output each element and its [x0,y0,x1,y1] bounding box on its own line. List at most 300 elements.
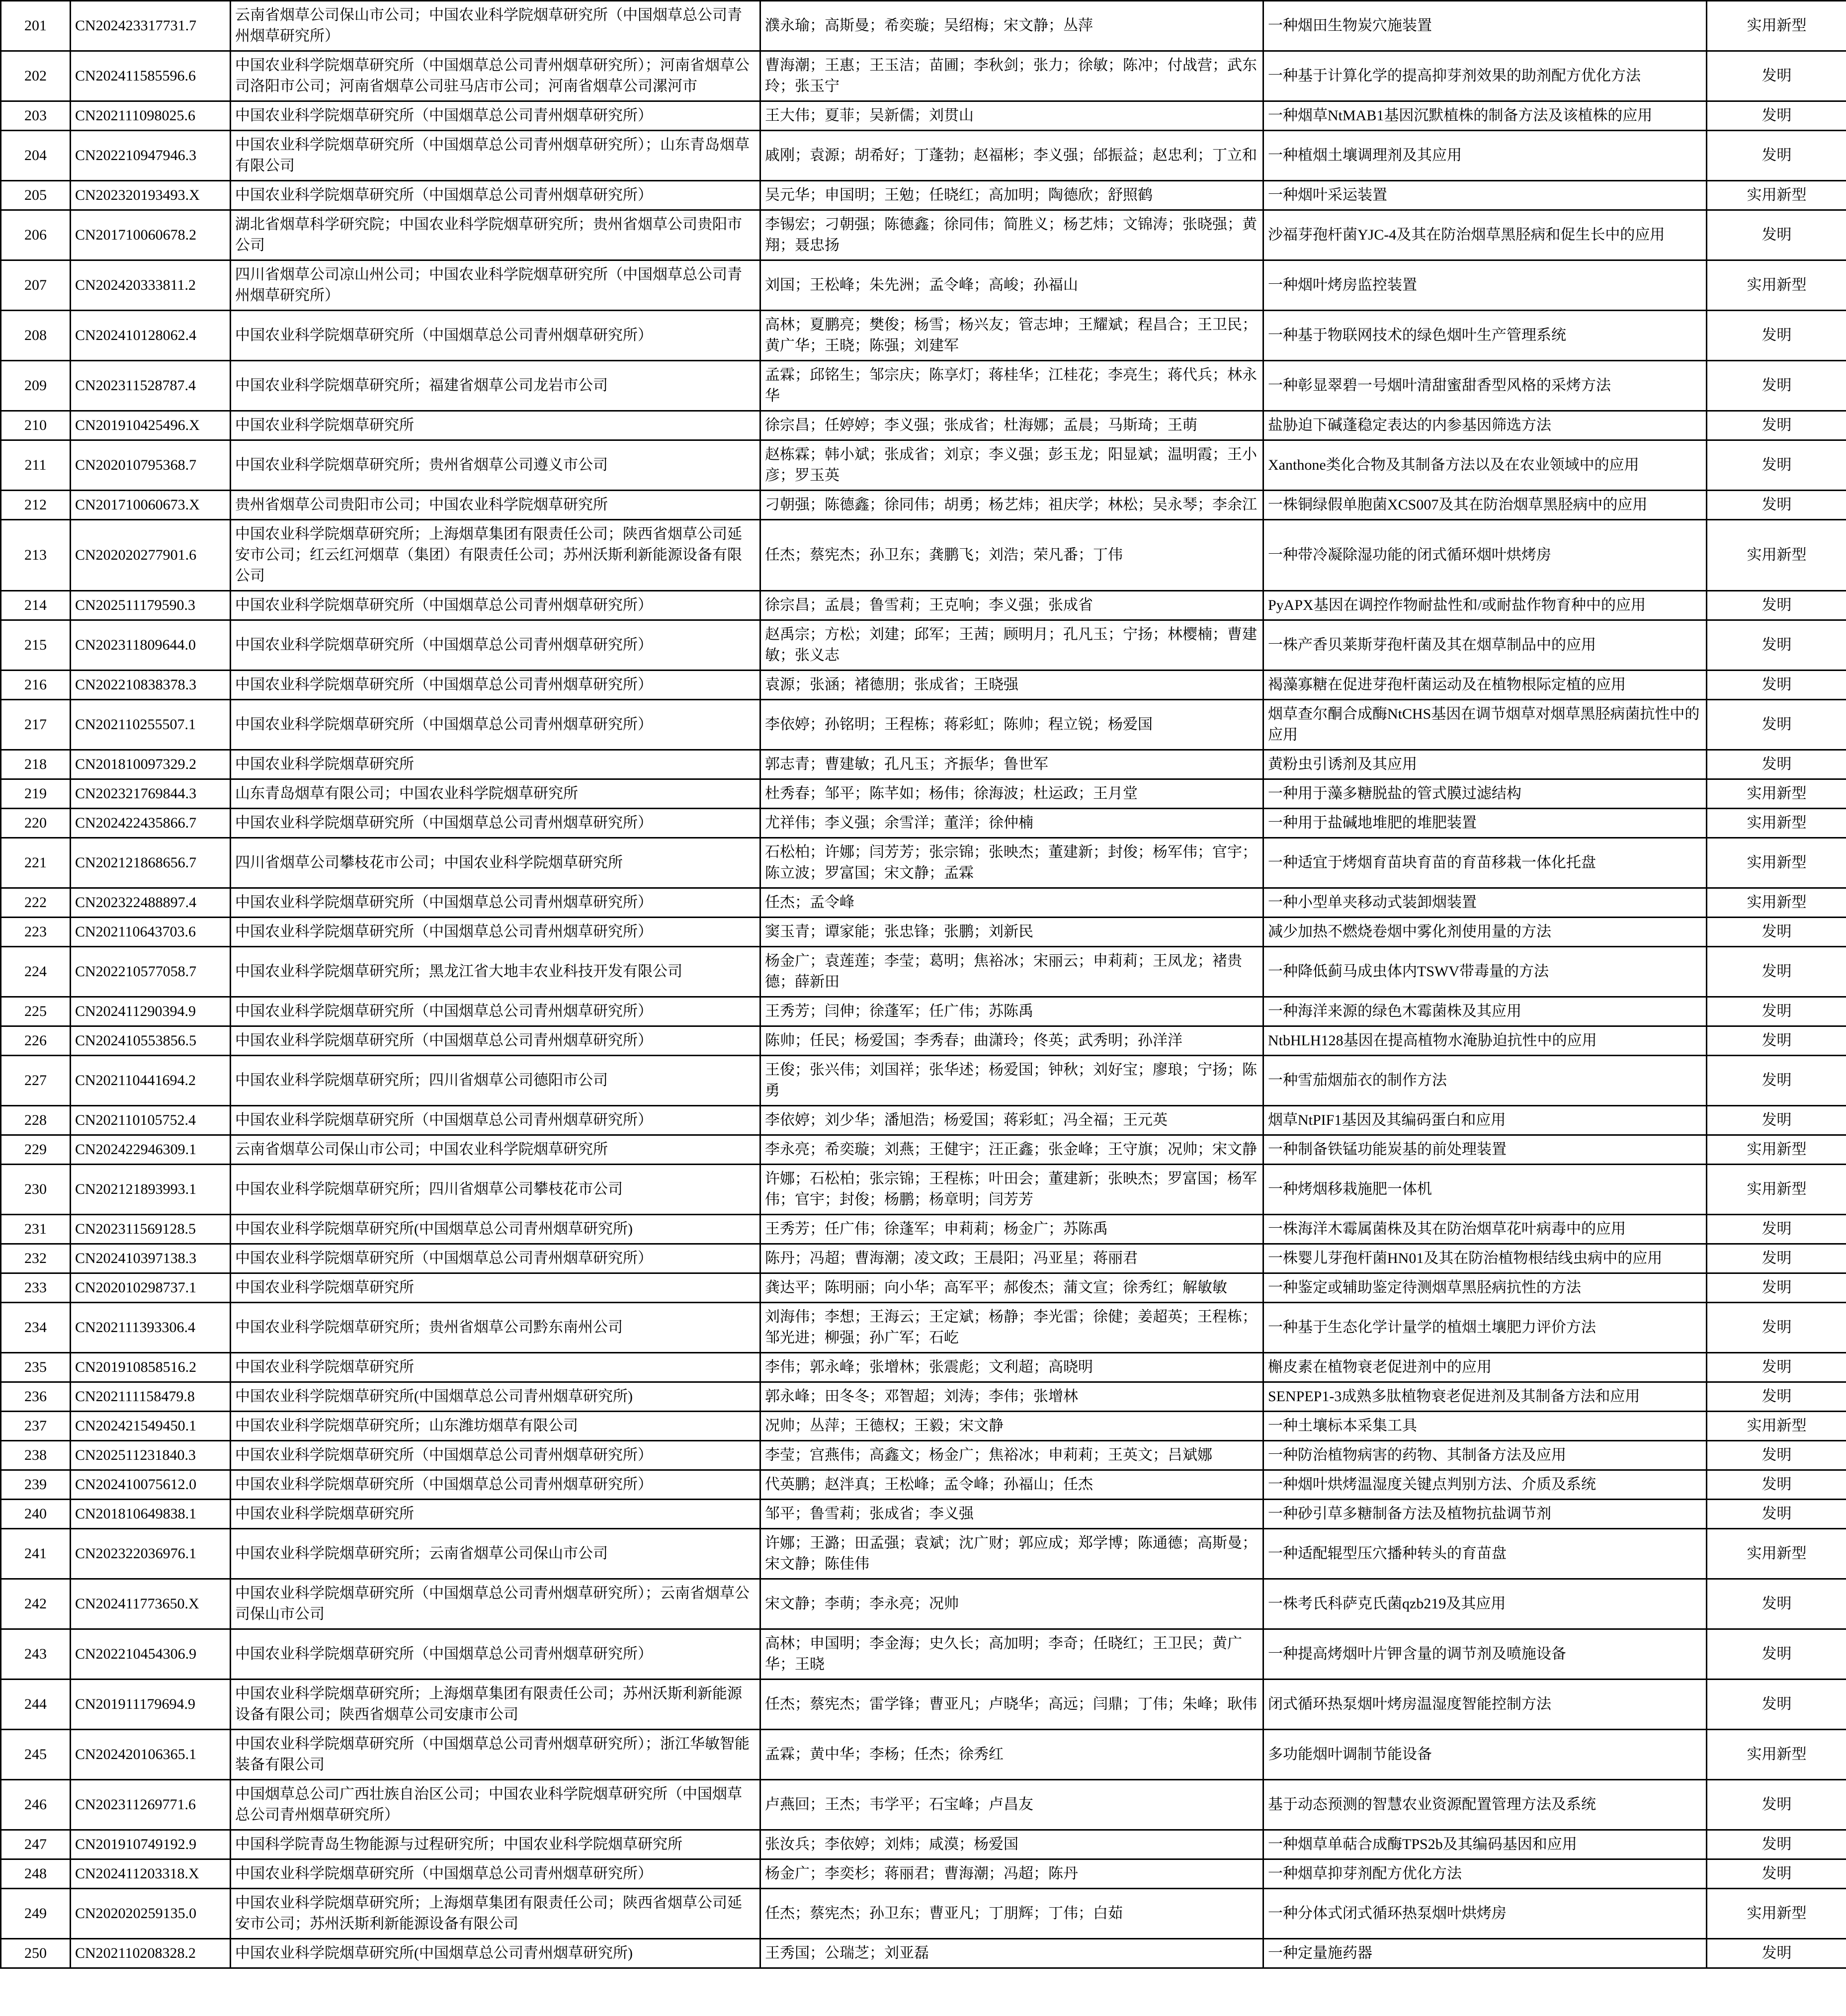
row-number-cell: 238 [1,1441,71,1470]
patent-type-cell: 发明 [1707,1629,1846,1680]
patent-title-cell: 一种用于盐碱地堆肥的堆肥装置 [1263,809,1707,838]
applicants-cell: 云南省烟草公司保山市公司；中国农业科学院烟草研究所 [231,1135,760,1165]
table-row [1,620,1846,671]
row-number-cell: 248 [1,1859,71,1889]
patent-number-cell: CN202210838378.3 [71,671,231,700]
inventors-cell: 况帅；丛萍；王德权；王毅；宋文静 [760,1412,1263,1441]
patent-number-cell: CN202420333811.2 [71,260,231,311]
patent-type-cell: 发明 [1707,361,1846,411]
patent-type-cell: 发明 [1707,491,1846,520]
patent-number-cell: CN202311809644.0 [71,620,231,671]
inventors-cell: 高林；夏鹏亮；樊俊；杨雪；杨兴友；管志坤；王耀斌；程昌合；王卫民；黄广华；王晓；陈强；刘建军 [760,311,1263,361]
row-number-cell: 207 [1,260,71,311]
applicants-cell: 中国农业科学院烟草研究所（中国烟草总公司青州烟草研究所） [231,918,760,947]
patent-title-cell: 一种彰显翠碧一号烟叶清甜蜜甜香型风格的采烤方法 [1263,361,1707,411]
patent-number-cell: CN201911179694.9 [71,1680,231,1730]
table-row [1,51,1846,101]
patent-type-cell: 发明 [1707,918,1846,947]
patent-title-cell: 烟草查尔酮合成酶NtCHS基因在调节烟草对烟草黑胫病菌抗性中的应用 [1263,700,1707,750]
patent-title-cell: 一种烟叶采运装置 [1263,181,1707,210]
table-row [1,809,1846,838]
patent-title-cell: 一种防治植物病害的药物、其制备方法及应用 [1263,1441,1707,1470]
patent-number-cell: CN202111098025.6 [71,101,231,131]
table-row [1,779,1846,809]
applicants-cell: 中国农业科学院烟草研究所（中国烟草总公司青州烟草研究所） [231,888,760,918]
applicants-cell: 贵州省烟草公司贵阳市公司；中国农业科学院烟草研究所 [231,491,760,520]
applicants-cell: 中国农业科学院烟草研究所（中国烟草总公司青州烟草研究所） [231,1470,760,1500]
patent-title-cell: 一种植烟土壤调理剂及其应用 [1263,131,1707,181]
patent-type-cell: 发明 [1707,1579,1846,1629]
inventors-cell: 曹海潮；王惠；王玉洁；苗圃；李秋剑；张力；徐敏；陈冲；付战营；武东玲；张玉宁 [760,51,1263,101]
patent-title-cell: 一种烟叶烘烤温湿度关键点判别方法、介质及系统 [1263,1470,1707,1500]
inventors-cell: 李永亮；希奕璇；刘燕；王健宇；汪正鑫；张金峰；王守旗；况帅；宋文静 [760,1135,1263,1165]
inventors-cell: 龚达平；陈明丽；向小华；高军平；郝俊杰；蒲文宣；徐秀红；解敏敏 [760,1273,1263,1303]
patent-type-cell: 发明 [1707,1026,1846,1056]
row-number-cell: 204 [1,131,71,181]
applicants-cell: 中国农业科学院烟草研究所（中国烟草总公司青州烟草研究所） [231,1859,760,1889]
applicants-cell: 中国农业科学院烟草研究所（中国烟草总公司青州烟草研究所） [231,1244,760,1273]
patent-title-cell: 一种提高烤烟叶片钾含量的调节剂及喷施设备 [1263,1629,1707,1680]
patent-title-cell: 一株产香贝莱斯芽孢杆菌及其在烟草制品中的应用 [1263,620,1707,671]
patent-title-cell: Xanthone类化合物及其制备方法以及在农业领域中的应用 [1263,440,1707,491]
patent-type-cell: 实用新型 [1707,1730,1846,1780]
applicants-cell: 中国农业科学院烟草研究所；山东潍坊烟草有限公司 [231,1412,760,1441]
applicants-cell: 中国农业科学院烟草研究所（中国烟草总公司青州烟草研究所） [231,1026,760,1056]
table-row [1,1859,1846,1889]
patent-title-cell: 一种烟田生物炭穴施装置 [1263,1,1707,51]
patent-number-cell: CN202110255507.1 [71,700,231,750]
inventors-cell: 袁源；张涵；褚德朋；张成省；王晓强 [760,671,1263,700]
patent-number-cell: CN202210947946.3 [71,131,231,181]
patent-number-cell: CN202411585596.6 [71,51,231,101]
patent-title-cell: 槲皮素在植物衰老促进剂中的应用 [1263,1353,1707,1382]
applicants-cell: 中国农业科学院烟草研究所；云南省烟草公司保山市公司 [231,1529,760,1579]
patent-title-cell: 一种雪茄烟茄衣的制作方法 [1263,1056,1707,1106]
patent-title-cell: 一种用于藻多糖脱盐的管式膜过滤结构 [1263,779,1707,809]
patent-type-cell: 发明 [1707,1500,1846,1529]
patent-title-cell: 一种烟草NtMAB1基因沉默植株的制备方法及该植株的应用 [1263,101,1707,131]
patent-number-cell: CN202110441694.2 [71,1056,231,1106]
applicants-cell: 中国农业科学院烟草研究所；贵州省烟草公司黔东南州公司 [231,1303,760,1353]
applicants-cell: 四川省烟草公司攀枝花市公司；中国农业科学院烟草研究所 [231,838,760,888]
row-number-cell: 206 [1,210,71,260]
inventors-cell: 李锡宏；刁朝强；陈德鑫；徐同伟；简胜义；杨艺炜；文锦涛；张晓强；黄翔；聂忠扬 [760,210,1263,260]
patent-title-cell: 一种小型单夹移动式装卸烟装置 [1263,888,1707,918]
patent-number-cell: CN201810097329.2 [71,750,231,779]
patent-title-cell: 烟草NtPIF1基因及其编码蛋白和应用 [1263,1106,1707,1135]
patent-number-cell: CN202010795368.7 [71,440,231,491]
patent-number-cell: CN202422435866.7 [71,809,231,838]
inventors-cell: 赵栋霖；韩小斌；张成省；刘京；李义强；彭玉龙；阳显斌；温明霞；王小彦；罗玉英 [760,440,1263,491]
table-row [1,1579,1846,1629]
table-row [1,1441,1846,1470]
inventors-cell: 徐宗昌；任婷婷；李义强；张成省；杜海娜；孟晨；马斯琦；王萌 [760,411,1263,440]
inventors-cell: 陈帅；任民；杨爱国；李秀春；曲潇玲；佟英；武秀明；孙洋洋 [760,1026,1263,1056]
patent-type-cell: 发明 [1707,591,1846,620]
patent-type-cell: 实用新型 [1707,1135,1846,1165]
patent-number-cell: CN202322036976.1 [71,1529,231,1579]
patent-number-cell: CN202422946309.1 [71,1135,231,1165]
inventors-cell: 王秀芳；任广伟；徐蓬军；申莉莉；杨金广；苏陈禹 [760,1215,1263,1244]
row-number-cell: 210 [1,411,71,440]
patent-number-cell: CN202511231840.3 [71,1441,231,1470]
row-number-cell: 203 [1,101,71,131]
row-number-cell: 242 [1,1579,71,1629]
patent-number-cell: CN202121893993.1 [71,1165,231,1215]
patent-title-cell: 黄粉虫引诱剂及其应用 [1263,750,1707,779]
patent-title-cell: 一种烤烟移栽施肥一体机 [1263,1165,1707,1215]
patent-number-cell: CN202121868656.7 [71,838,231,888]
table-row [1,210,1846,260]
patent-type-cell: 发明 [1707,700,1846,750]
patent-type-cell: 发明 [1707,1382,1846,1412]
patent-title-cell: 一株婴儿芽孢杆菌HN01及其在防治植物根结线虫病中的应用 [1263,1244,1707,1273]
patent-number-cell: CN201910858516.2 [71,1353,231,1382]
patent-title-cell: 一种制备铁锰功能炭基的前处理装置 [1263,1135,1707,1165]
inventors-cell: 杜秀春；邹平；陈芊如；杨伟；徐海波；杜运政；王月堂 [760,779,1263,809]
inventors-cell: 郭永峰；田冬冬；邓智超；刘涛；李伟；张增林 [760,1382,1263,1412]
inventors-cell: 任杰；蔡宪杰；雷学锋；曹亚凡；卢晓华；高远；闫鼎；丁伟；朱峰；耿伟 [760,1680,1263,1730]
patent-type-cell: 发明 [1707,210,1846,260]
row-number-cell: 214 [1,591,71,620]
patent-number-cell: CN202511179590.3 [71,591,231,620]
row-number-cell: 240 [1,1500,71,1529]
inventors-cell: 王秀国；公瑞芝；刘亚磊 [760,1939,1263,1968]
row-number-cell: 212 [1,491,71,520]
applicants-cell: 湖北省烟草科学研究院；中国农业科学院烟草研究所；贵州省烟草公司贵阳市公司 [231,210,760,260]
patent-number-cell: CN201710060673.X [71,491,231,520]
table-row [1,888,1846,918]
inventors-cell: 尤祥伟；李义强；余雪洋；董洋；徐仲楠 [760,809,1263,838]
patent-type-cell: 发明 [1707,311,1846,361]
patent-type-cell: 实用新型 [1707,888,1846,918]
patent-number-cell: CN202410075612.0 [71,1470,231,1500]
patent-type-cell: 发明 [1707,1106,1846,1135]
table-row [1,1412,1846,1441]
row-number-cell: 250 [1,1939,71,1968]
inventors-cell: 许娜；王潞；田孟强；袁斌；沈广财；郭应成；郑学博；陈通德；高斯曼；宋文静；陈佳伟 [760,1529,1263,1579]
row-number-cell: 234 [1,1303,71,1353]
table-row [1,1680,1846,1730]
row-number-cell: 231 [1,1215,71,1244]
patent-type-cell: 发明 [1707,1780,1846,1830]
applicants-cell: 中国农业科学院烟草研究所；贵州省烟草公司遵义市公司 [231,440,760,491]
row-number-cell: 245 [1,1730,71,1780]
table-row [1,1273,1846,1303]
patent-type-cell: 发明 [1707,1470,1846,1500]
patent-title-cell: 一种基于计算化学的提高抑芽剂效果的助剂配方优化方法 [1263,51,1707,101]
patent-number-cell: CN202111158479.8 [71,1382,231,1412]
patent-type-cell: 发明 [1707,131,1846,181]
table-row [1,1,1846,51]
applicants-cell: 中国农业科学院烟草研究所（中国烟草总公司青州烟草研究所） [231,620,760,671]
patent-number-cell: CN202110208328.2 [71,1939,231,1968]
patent-title-cell: 一种基于物联网技术的绿色烟叶生产管理系统 [1263,311,1707,361]
table-row [1,1780,1846,1830]
row-number-cell: 244 [1,1680,71,1730]
applicants-cell: 中国农业科学院烟草研究所（中国烟草总公司青州烟草研究所） [231,1629,760,1680]
table-row [1,440,1846,491]
table-row [1,997,1846,1026]
row-number-cell: 235 [1,1353,71,1382]
patent-number-cell: CN202410553856.5 [71,1026,231,1056]
table-row [1,361,1846,411]
row-number-cell: 236 [1,1382,71,1412]
table-row [1,1135,1846,1165]
patent-type-cell: 实用新型 [1707,520,1846,591]
inventors-cell: 戚刚；袁源；胡希好；丁蓬勃；赵福彬；李义强；邰振益；赵忠利；丁立和 [760,131,1263,181]
patent-type-cell: 实用新型 [1707,260,1846,311]
patent-number-cell: CN202410128062.4 [71,311,231,361]
patent-title-cell: 闭式循环热泵烟叶烤房温湿度智能控制方法 [1263,1680,1707,1730]
patent-title-cell: 一种土壤标本采集工具 [1263,1412,1707,1441]
patent-number-cell: CN201810649838.1 [71,1500,231,1529]
inventors-cell: 卢燕回；王杰；韦学平；石宝峰；卢昌友 [760,1780,1263,1830]
applicants-cell: 云南省烟草公司保山市公司；中国农业科学院烟草研究所（中国烟草总公司青州烟草研究所） [231,1,760,51]
inventors-cell: 李伟；郭永峰；张增林；张震彪；文利超；高晓明 [760,1353,1263,1382]
row-number-cell: 202 [1,51,71,101]
patent-type-cell: 发明 [1707,440,1846,491]
table-row [1,1470,1846,1500]
row-number-cell: 223 [1,918,71,947]
table-row [1,1939,1846,1968]
patent-number-cell: CN202311528787.4 [71,361,231,411]
inventors-cell: 刁朝强；陈德鑫；徐同伟；胡勇；杨艺炜；祖庆学；林松；吴永琴；李余江 [760,491,1263,520]
inventors-cell: 吴元华；申国明；王勉；任晓红；高加明；陶德欣；舒照鹤 [760,181,1263,210]
patent-number-cell: CN202110643703.6 [71,918,231,947]
inventors-cell: 李依婷；孙铭明；王程栋；蒋彩虹；陈帅；程立锐；杨爱国 [760,700,1263,750]
applicants-cell: 中国农业科学院烟草研究所（中国烟草总公司青州烟草研究所） [231,809,760,838]
inventors-cell: 赵禹宗；方松；刘建；邱军；王茜；顾明月；孔凡玉；宁扬；林樱楠；曹建敏；张义志 [760,620,1263,671]
row-number-cell: 209 [1,361,71,411]
patent-title-cell: 一株铜绿假单胞菌XCS007及其在防治烟草黑胫病中的应用 [1263,491,1707,520]
patent-type-cell: 实用新型 [1707,1412,1846,1441]
table-row [1,1215,1846,1244]
table-row [1,1500,1846,1529]
row-number-cell: 228 [1,1106,71,1135]
inventors-cell: 孟霖；邱铭生；邹宗庆；陈享灯；蒋桂华；江桂花；李亮生；蒋代兵；林永华 [760,361,1263,411]
row-number-cell: 226 [1,1026,71,1056]
patent-type-cell: 发明 [1707,1441,1846,1470]
patent-title-cell: 盐胁迫下碱蓬稳定表达的内参基因筛选方法 [1263,411,1707,440]
applicants-cell: 中国农业科学院烟草研究所（中国烟草总公司青州烟草研究所）；山东青岛烟草有限公司 [231,131,760,181]
patent-title-cell: 一株海洋木霉属菌株及其在防治烟草花叶病毒中的应用 [1263,1215,1707,1244]
applicants-cell: 中国农业科学院烟草研究所(中国烟草总公司青州烟草研究所) [231,1939,760,1968]
inventors-cell: 徐宗昌；孟晨；鲁雪莉；王克响；李义强；张成省 [760,591,1263,620]
patent-type-cell: 实用新型 [1707,838,1846,888]
patent-number-cell: CN202320193493.X [71,181,231,210]
row-number-cell: 230 [1,1165,71,1215]
row-number-cell: 222 [1,888,71,918]
table-row [1,750,1846,779]
patent-type-cell: 发明 [1707,1056,1846,1106]
applicants-cell: 中国农业科学院烟草研究所（中国烟草总公司青州烟草研究所） [231,997,760,1026]
patent-title-cell: 一株考氏科萨克氏菌qzb219及其应用 [1263,1579,1707,1629]
patent-type-cell: 发明 [1707,1244,1846,1273]
patent-type-cell: 发明 [1707,1273,1846,1303]
table-row [1,1730,1846,1780]
table-row [1,1244,1846,1273]
table-row [1,918,1846,947]
row-number-cell: 213 [1,520,71,591]
patent-title-cell: PyAPX基因在调控作物耐盐性和/或耐盐作物育种中的应用 [1263,591,1707,620]
patent-type-cell: 发明 [1707,411,1846,440]
patent-type-cell: 发明 [1707,1215,1846,1244]
table-row [1,671,1846,700]
patent-table-body [1,1,1846,1968]
patent-type-cell: 实用新型 [1707,779,1846,809]
patent-type-cell: 发明 [1707,671,1846,700]
patent-type-cell: 实用新型 [1707,181,1846,210]
patent-number-cell: CN201910749192.9 [71,1830,231,1859]
patent-title-cell: 减少加热不燃烧卷烟中雾化剂使用量的方法 [1263,918,1707,947]
row-number-cell: 208 [1,311,71,361]
table-row [1,1026,1846,1056]
row-number-cell: 219 [1,779,71,809]
applicants-cell: 中国农业科学院烟草研究所；上海烟草集团有限责任公司；陕西省烟草公司延安市公司；红云红河烟草（集团）有限责任公司；苏州沃斯利新能源设备有限公司 [231,520,760,591]
applicants-cell: 中国农业科学院烟草研究所(中国烟草总公司青州烟草研究所) [231,1382,760,1412]
table-row [1,1529,1846,1579]
patent-number-cell: CN202110105752.4 [71,1106,231,1135]
table-row [1,491,1846,520]
patent-number-cell: CN202423317731.7 [71,1,231,51]
patent-title-cell: 一种分体式闭式循环热泵烟叶烘烤房 [1263,1889,1707,1939]
patent-type-cell: 发明 [1707,947,1846,997]
row-number-cell: 247 [1,1830,71,1859]
inventors-cell: 宋文静；李萌；李永亮；况帅 [760,1579,1263,1629]
inventors-cell: 张汝兵；李依婷；刘炜；咸漠；杨爱国 [760,1830,1263,1859]
patent-title-cell: 一种烟叶烤房监控装置 [1263,260,1707,311]
patent-number-cell: CN202322488897.4 [71,888,231,918]
inventors-cell: 郭志青；曹建敏；孔凡玉；齐振华；鲁世军 [760,750,1263,779]
applicants-cell: 中国农业科学院烟草研究所；上海烟草集团有限责任公司；陕西省烟草公司延安市公司；苏州沃斯利新能源设备有限公司 [231,1889,760,1939]
patent-title-cell: SENPEP1-3成熟多肽植物衰老促进剂及其制备方法和应用 [1263,1382,1707,1412]
table-row [1,411,1846,440]
patent-number-cell: CN202210454306.9 [71,1629,231,1680]
patent-title-cell: NtbHLH128基因在提高植物水淹胁迫抗性中的应用 [1263,1026,1707,1056]
applicants-cell: 中国农业科学院烟草研究所；上海烟草集团有限责任公司；苏州沃斯利新能源设备有限公司；陕西省烟草公司安康市公司 [231,1680,760,1730]
row-number-cell: 246 [1,1780,71,1830]
table-row [1,1382,1846,1412]
patent-number-cell: CN202020277901.6 [71,520,231,591]
patent-title-cell: 一种降低蓟马成虫体内TSWV带毒量的方法 [1263,947,1707,997]
row-number-cell: 249 [1,1889,71,1939]
applicants-cell: 中国农业科学院烟草研究所 [231,411,760,440]
patent-number-cell: CN202020259135.0 [71,1889,231,1939]
patent-type-cell: 发明 [1707,620,1846,671]
patent-number-cell: CN202311269771.6 [71,1780,231,1830]
patent-type-cell: 发明 [1707,750,1846,779]
applicants-cell: 中国农业科学院烟草研究所 [231,1353,760,1382]
inventors-cell: 窦玉青；谭家能；张忠锋；张鹏；刘新民 [760,918,1263,947]
row-number-cell: 211 [1,440,71,491]
patent-number-cell: CN202010298737.1 [71,1273,231,1303]
patent-title-cell: 褐藻寡糖在促进芽孢杆菌运动及在植物根际定植的应用 [1263,671,1707,700]
applicants-cell: 中国农业科学院烟草研究所（中国烟草总公司青州烟草研究所） [231,700,760,750]
applicants-cell: 山东青岛烟草有限公司；中国农业科学院烟草研究所 [231,779,760,809]
patent-title-cell: 沙福芽孢杆菌YJC-4及其在防治烟草黑胫病和促生长中的应用 [1263,210,1707,260]
patent-type-cell: 实用新型 [1707,1889,1846,1939]
inventors-cell: 李莹；宫燕伟；高鑫文；杨金广；焦裕冰；申莉莉；王英文；吕斌娜 [760,1441,1263,1470]
applicants-cell: 中国烟草总公司广西壮族自治区公司；中国农业科学院烟草研究所（中国烟草总公司青州烟草研究所） [231,1780,760,1830]
inventors-cell: 邹平；鲁雪莉；张成省；李义强 [760,1500,1263,1529]
inventors-cell: 李依婷；刘少华；潘旭浩；杨爱国；蒋彩虹；冯全福；王元英 [760,1106,1263,1135]
table-row [1,838,1846,888]
patent-number-cell: CN202321769844.3 [71,779,231,809]
patent-type-cell: 发明 [1707,1680,1846,1730]
row-number-cell: 216 [1,671,71,700]
applicants-cell: 中国农业科学院烟草研究所（中国烟草总公司青州烟草研究所）；河南省烟草公司洛阳市公司；河南省烟草公司驻马店市公司；河南省烟草公司漯河市 [231,51,760,101]
patent-number-cell: CN201910425496.X [71,411,231,440]
patent-number-cell: CN201710060678.2 [71,210,231,260]
row-number-cell: 201 [1,1,71,51]
table-row [1,311,1846,361]
table-row [1,591,1846,620]
patent-number-cell: CN202411203318.X [71,1859,231,1889]
patent-title-cell: 一种砂引草多糖制备方法及植物抗盐调节剂 [1263,1500,1707,1529]
table-row [1,131,1846,181]
applicants-cell: 中国农业科学院烟草研究所；福建省烟草公司龙岩市公司 [231,361,760,411]
table-row [1,181,1846,210]
patent-title-cell: 一种烟草抑芽剂配方优化方法 [1263,1859,1707,1889]
inventors-cell: 濮永瑜；高斯曼；希奕璇；吴绍梅；宋文静；丛萍 [760,1,1263,51]
applicants-cell: 中国农业科学院烟草研究所(中国烟草总公司青州烟草研究所) [231,1215,760,1244]
table-row [1,1353,1846,1382]
inventors-cell: 高林；申国明；李金海；史久长；高加明；李奇；任晓红；王卫民；黄广华；王晓 [760,1629,1263,1680]
patent-type-cell: 发明 [1707,101,1846,131]
patent-title-cell: 一种鉴定或辅助鉴定待测烟草黑胫病抗性的方法 [1263,1273,1707,1303]
inventors-cell: 许娜；石松柏；张宗锦；王程栋；叶田会；董建新；张映杰；罗富国；杨军伟；官宇；封俊；杨鹏；杨章明；闫芳芳 [760,1165,1263,1215]
inventors-cell: 代英鹏；赵泮真；王松峰；孟令峰；孙福山；任杰 [760,1470,1263,1500]
applicants-cell: 中国农业科学院烟草研究所（中国烟草总公司青州烟草研究所） [231,181,760,210]
applicants-cell: 中国农业科学院烟草研究所（中国烟草总公司青州烟草研究所） [231,1441,760,1470]
applicants-cell: 中国农业科学院烟草研究所（中国烟草总公司青州烟草研究所）；云南省烟草公司保山市公司 [231,1579,760,1629]
row-number-cell: 220 [1,809,71,838]
inventors-cell: 王俊；张兴伟；刘国祥；张华述；杨爱国；钟秋；刘好宝；廖琅；宁扬；陈勇 [760,1056,1263,1106]
patent-number-cell: CN202420106365.1 [71,1730,231,1780]
row-number-cell: 215 [1,620,71,671]
patent-type-cell: 实用新型 [1707,1165,1846,1215]
patent-type-cell: 发明 [1707,1353,1846,1382]
patent-title-cell: 一种海洋来源的绿色木霉菌株及其应用 [1263,997,1707,1026]
inventors-cell: 任杰；蔡宪杰；孙卫东；龚鹏飞；刘浩；荣凡番；丁伟 [760,520,1263,591]
patent-title-cell: 一种基于生态化学计量学的植烟土壤肥力评价方法 [1263,1303,1707,1353]
table-row [1,260,1846,311]
patent-title-cell: 一种适配辊型压穴播种转头的育苗盘 [1263,1529,1707,1579]
patent-number-cell: CN202311569128.5 [71,1215,231,1244]
table-row [1,1165,1846,1215]
table-row [1,1889,1846,1939]
table-row [1,1830,1846,1859]
table-row [1,1106,1846,1135]
row-number-cell: 225 [1,997,71,1026]
inventors-cell: 石松柏；许娜；闫芳芳；张宗锦；张映杰；董建新；封俊；杨军伟；官宇；陈立波；罗富国；宋文静；孟霖 [760,838,1263,888]
applicants-cell: 中国科学院青岛生物能源与过程研究所；中国农业科学院烟草研究所 [231,1830,760,1859]
inventors-cell: 任杰；蔡宪杰；孙卫东；曹亚凡；丁朋辉；丁伟；白茹 [760,1889,1263,1939]
patent-number-cell: CN202411290394.9 [71,997,231,1026]
patent-number-cell: CN202111393306.4 [71,1303,231,1353]
applicants-cell: 中国农业科学院烟草研究所；黑龙江省大地丰农业科技开发有限公司 [231,947,760,997]
patent-type-cell: 实用新型 [1707,809,1846,838]
table-row [1,1303,1846,1353]
inventors-cell: 王大伟；夏菲；吴新儒；刘贯山 [760,101,1263,131]
table-row [1,1056,1846,1106]
patent-number-cell: CN202421549450.1 [71,1412,231,1441]
applicants-cell: 中国农业科学院烟草研究所 [231,1500,760,1529]
patent-number-cell: CN202411773650.X [71,1579,231,1629]
patent-type-cell: 发明 [1707,1830,1846,1859]
inventors-cell: 刘海伟；李想；王海云；王定斌；杨静；李光雷；徐健；姜超英；王程栋；邹光进；柳强；孙广军；石屹 [760,1303,1263,1353]
